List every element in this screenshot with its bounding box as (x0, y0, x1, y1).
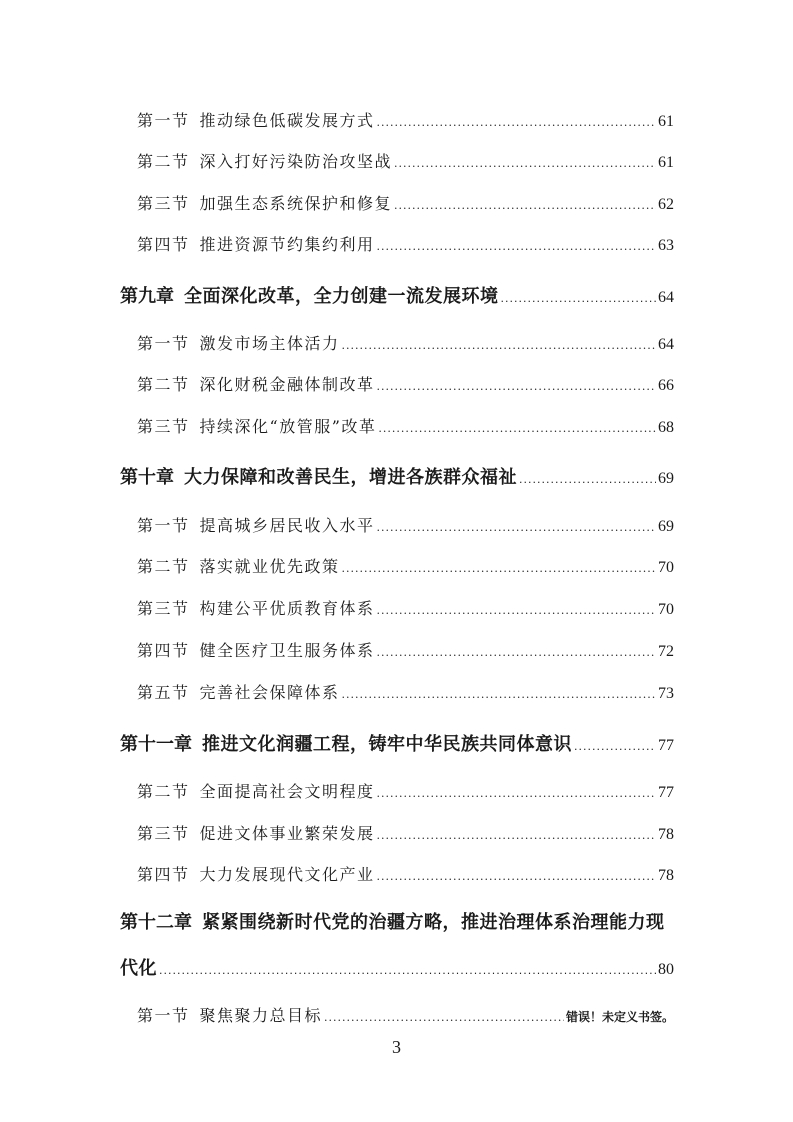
toc-page-number: 78 (658, 867, 674, 884)
toc-entry-number: 第一节 (137, 516, 190, 535)
toc-entry-title: 深化财税金融体制改革 (199, 375, 375, 394)
toc-entry-title: 激发市场主体活力 (199, 334, 340, 353)
toc-dot-leader (377, 604, 656, 617)
toc-dot-leader (159, 964, 656, 977)
toc-page-number: 77 (658, 784, 674, 801)
toc-entry-title: 聚焦聚力总目标 (199, 1006, 323, 1025)
toc-entry-number: 第二节 (137, 782, 190, 801)
toc-entry-number: 第三节 (137, 599, 190, 618)
toc-entry-title: 持续深化“放管服”改革 (199, 417, 377, 436)
toc-page-number: 62 (658, 196, 674, 213)
toc-entry-title: 健全医疗卫生服务体系 (199, 641, 375, 660)
toc-entry-number: 第三节 (137, 824, 190, 843)
toc-entry-title: 提高城乡居民收入水平 (199, 516, 375, 535)
toc-dot-leader (501, 292, 657, 305)
toc-page-number: 70 (658, 601, 674, 618)
toc-page-number: 80 (658, 961, 674, 978)
toc-entry-title: 推进资源节约集约利用 (199, 235, 375, 254)
toc-page-number: 68 (658, 419, 674, 436)
toc-chapter-14[interactable] (120, 730, 674, 756)
toc-entry-number: 第三节 (137, 417, 190, 436)
toc-section-5[interactable] (137, 331, 674, 354)
toc-section-13[interactable] (137, 680, 674, 703)
toc-entry-title: 推动绿色低碳发展方式 (199, 111, 375, 130)
toc-section-last[interactable] (137, 1003, 674, 1026)
toc-entry-number: 第五节 (137, 683, 190, 702)
toc-section-3[interactable] (137, 232, 674, 255)
toc-entry-number: 第四节 (137, 235, 190, 254)
toc-page-number: 69 (658, 470, 674, 487)
toc-dot-leader (377, 870, 656, 883)
toc-dot-leader (378, 422, 656, 435)
toc-section-15[interactable] (137, 779, 674, 802)
toc-page-error-text: 错误！未定义书签。 (565, 1010, 674, 1024)
toc-entry-title: 紧紧围绕新时代党的治疆方略，推进治理体系治理能力现 (202, 912, 665, 933)
toc-entry-title: 大力发展现代文化产业 (199, 865, 375, 884)
toc-dot-leader (519, 473, 656, 486)
toc-section-6[interactable] (137, 372, 674, 395)
toc-section-11[interactable] (137, 596, 674, 619)
toc-section-0[interactable] (137, 108, 674, 131)
toc-dot-leader (574, 740, 656, 753)
toc-entry-title: 大力保障和改善民生，增进各族群众福祉 (184, 467, 517, 488)
toc-dot-leader (342, 339, 656, 352)
toc-section-1[interactable] (137, 149, 674, 172)
page-number: 3 (392, 1037, 401, 1057)
toc-entry-number: 第四节 (137, 641, 190, 660)
toc-dot-leader (377, 240, 656, 253)
toc-page-number: 64 (658, 336, 674, 353)
toc-entry-number: 第四节 (137, 865, 190, 884)
toc-entry-number: 第十一章 (120, 734, 192, 755)
toc-entry-title: 代化 (120, 958, 157, 979)
toc-entry-number: 第十章 (120, 467, 174, 488)
toc-dot-leader (394, 157, 656, 170)
toc-dot-leader (377, 380, 656, 393)
toc-page-number: 77 (658, 737, 674, 754)
toc-chapter-4[interactable] (120, 282, 674, 308)
toc-entry-title: 落实就业优先政策 (199, 557, 340, 576)
toc-entry-title: 构建公平优质教育体系 (199, 599, 375, 618)
toc-page-number: 61 (658, 113, 674, 130)
toc-dot-leader (377, 521, 656, 534)
toc-page-number: 66 (658, 377, 674, 394)
toc-entry-number: 第二节 (137, 557, 190, 576)
toc-entry-title: 深入打好污染防治攻坚战 (199, 152, 393, 171)
toc-page-number: 69 (658, 518, 674, 535)
toc-entry-title: 全面提高社会文明程度 (199, 782, 375, 801)
toc-page-number: 72 (658, 643, 674, 660)
toc-dot-leader (377, 116, 656, 129)
toc-page-number: 64 (658, 289, 674, 306)
toc-page-number: 78 (658, 826, 674, 843)
toc-entry-title: 全面深化改革，全力创建一流发展环境 (184, 286, 499, 307)
toc-chapter-8[interactable] (120, 463, 674, 489)
toc-entry-title: 加强生态系统保护和修复 (199, 194, 393, 213)
toc-entry-number: 第一节 (137, 111, 190, 130)
toc-page-number: 73 (658, 685, 674, 702)
toc-section-10[interactable] (137, 554, 674, 577)
toc-entry-title: 促进文体事业繁荣发展 (199, 824, 375, 843)
toc-entry-number: 第二节 (137, 152, 190, 171)
toc-entry-number: 第一节 (137, 1006, 190, 1025)
toc-page-number: 63 (658, 237, 674, 254)
toc-entry-number: 第三节 (137, 194, 190, 213)
toc-entry-number: 第九章 (120, 286, 174, 307)
toc-dot-leader (324, 1011, 564, 1024)
toc-section-7[interactable] (137, 414, 674, 437)
toc-chapter-12-line2[interactable] (120, 954, 674, 980)
toc-dot-leader (377, 787, 656, 800)
toc-dot-leader (394, 199, 656, 212)
toc-entry-number: 第二节 (137, 375, 190, 394)
toc-section-17[interactable] (137, 862, 674, 885)
toc-entry-title: 完善社会保障体系 (199, 683, 340, 702)
toc-entry-number: 第一节 (137, 334, 190, 353)
toc-dot-leader (342, 688, 656, 701)
toc-page-number: 61 (658, 154, 674, 171)
toc-dot-leader (342, 562, 656, 575)
toc-dot-leader (377, 646, 656, 659)
toc-dot-leader (377, 829, 656, 842)
toc-section-16[interactable] (137, 821, 674, 844)
toc-entry-title: 推进文化润疆工程，铸牢中华民族共同体意识 (202, 734, 572, 755)
toc-section-2[interactable] (137, 191, 674, 214)
toc-section-12[interactable] (137, 638, 674, 661)
toc-page-number: 70 (658, 559, 674, 576)
toc-chapter-12-line1[interactable] (120, 908, 674, 934)
toc-section-9[interactable] (137, 513, 674, 536)
toc-entry-number: 第十二章 (120, 912, 192, 933)
